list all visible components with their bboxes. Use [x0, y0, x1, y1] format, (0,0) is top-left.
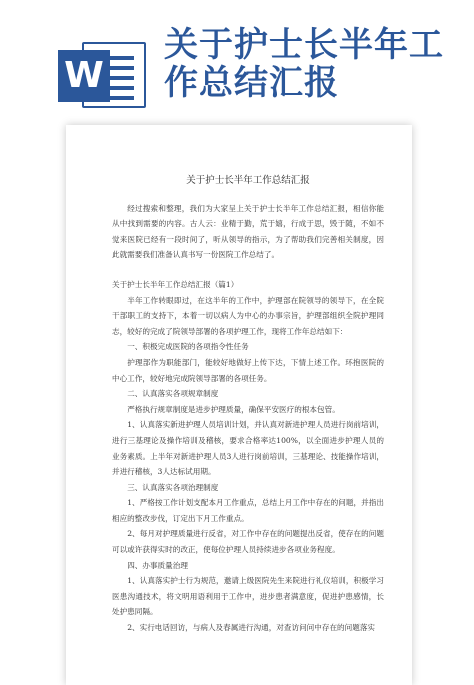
word-document-icon: [56, 30, 144, 110]
subheading: 一、积极完成医院的各项指令性任务: [127, 342, 249, 352]
section-heading: 关于护士长半年工作总结汇报（篇1）: [112, 279, 239, 289]
paragraph: 1、认真落实护士行为规范，邀请上级医院先生来院进行礼仪培训，积极学习医患沟通技术，将文明用语利用于工作中，进步患者满意度，促进护患感情，长处护患同隔。: [112, 576, 384, 617]
subheading: 三、认真落实各项治理制度: [127, 482, 219, 492]
paragraph: 2、每月对护理质量进行反省，对工作中存在的问题提出反省，使存在的问题可以或许获得实时的改正，使每位护理人员持续进步各项业务程度。: [112, 529, 384, 555]
paragraph: 1、认真落实新进护理人员培训计划，并认真对新进护理人员进行岗前培训，进行三基理论及操作培训及稽核，要求合格率达100%，以全面进步护理人员的业务素质。上半年对新进护理人员3人进行岗前培训，三基理论、技能操作培训，并进行稽核，3人达标试用期。: [112, 420, 384, 477]
paragraph: 1、严格按工作计划支配本月工作重点，总结上月工作中存在的问题，并指出相应的整改步伐，订定出下月工作重点。: [112, 498, 384, 523]
document-page: [66, 125, 412, 685]
paragraph: 半年工作转眼即过，在这半年的工作中，护理部在院领导的领导下，在全院干部职工的支持下，本着一切以病人为中心的办事宗旨，护理部组织全院护理同志，较好的完成了院领导部署的各项护理工作，现将工作年总结如下：: [112, 295, 384, 336]
word-logo-letter: W: [58, 50, 110, 102]
intro-paragraph: 经过搜索和整理，我们为大家呈上关于护士长半年工作总结汇报，相信你能从中找到需要的内容。古人云：业精于勤，荒于嬉，行成于思，毁于随，不如不觉来医院已经有一段时间了，听从领导的指示，为了帮助我们完善相关制度，因此就需要我们准备认真书写一份医院工作总结了。: [112, 203, 384, 260]
subheading: 二、认真落实各项规章制度: [127, 389, 219, 399]
document-body: [112, 173, 384, 636]
document-title: 关于护士长半年工作总结汇报: [186, 175, 310, 186]
banner-title: 关于护士长半年工作总结汇报: [164, 25, 444, 103]
subheading: 四、办事质量治理: [127, 560, 188, 570]
banner: [0, 0, 474, 118]
paragraph: 护理部作为职能部门，能较好地做好上传下达，下情上述工作。环抱医院的中心工作，较好地完成院领导部署的各项任务。: [112, 357, 384, 383]
paragraph: 严格执行规章制度是进步护理质量，确保平安医疗的根本包管。: [127, 404, 340, 414]
paragraph: 2、实行电话回访，与病人及春属进行沟通，对查访问问中存在的问题落实: [127, 623, 376, 633]
